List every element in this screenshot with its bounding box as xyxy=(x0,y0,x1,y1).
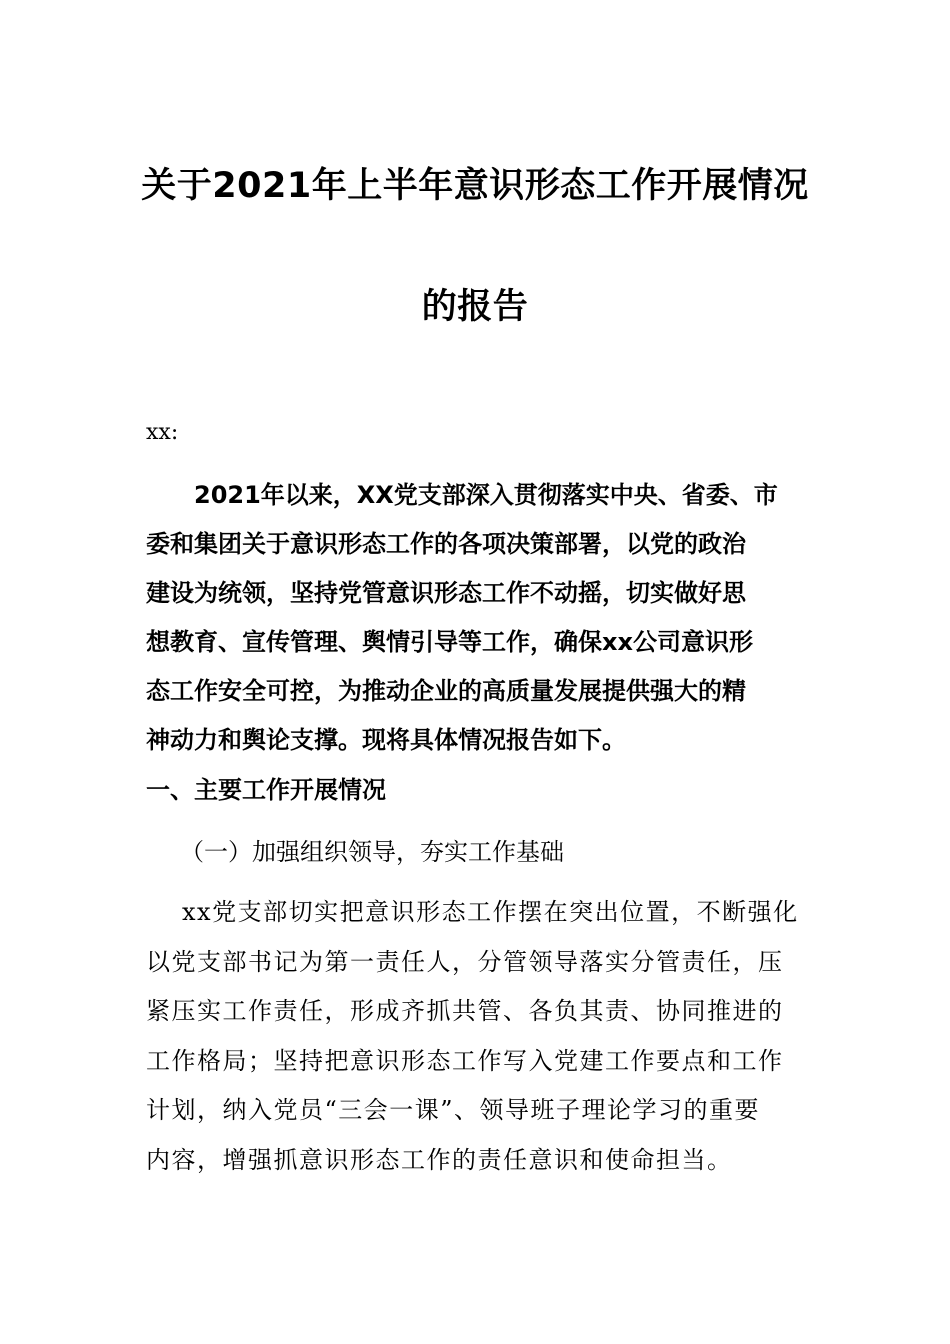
section-heading: 一、主要工作开展情况 xyxy=(146,776,386,804)
subsection-heading: （一）加强组织领导，夯实工作基础 xyxy=(180,838,564,866)
intro-line: 神动力和舆论支撑。现将具体情况报告如下。 xyxy=(146,726,626,754)
body-line: 内容，增强抓意识形态工作的责任意识和使命担当。 xyxy=(146,1145,733,1174)
report-title-line-2: 的报告 xyxy=(421,287,529,327)
intro-paragraph xyxy=(146,471,806,765)
intro-line: 委和集团关于意识形态工作的各项决策部署，以党的政治 xyxy=(146,530,746,558)
intro-line: 2021年以来，XX党支部深入贯彻落实中央、省委、市 xyxy=(194,481,778,509)
body-line: 紧压实工作责任，形成齐抓共管、各负其责、协同推进的 xyxy=(146,997,784,1025)
body-line: xx党支部切实把意识形态工作摆在突出位置，不断强化 xyxy=(182,898,799,926)
intro-line: 想教育、宣传管理、舆情引导等工作，确保xx公司意识形 xyxy=(146,628,753,656)
salutation: xx: xyxy=(146,420,179,445)
intro-line: 建设为统领，坚持党管意识形态工作不动摇，切实做好思 xyxy=(146,579,746,607)
report-title-line-1: 关于2021年上半年意识形态工作开展情况 xyxy=(141,166,809,206)
intro-line: 态工作安全可控，为推动企业的高质量发展提供强大的精 xyxy=(146,677,746,705)
subsection-paragraph xyxy=(146,888,806,1185)
body-line: 以党支部书记为第一责任人，分管领导落实分管责任，压 xyxy=(146,947,784,976)
body-line: 工作格局；坚持把意识形态工作写入党建工作要点和工作 xyxy=(146,1046,784,1075)
body-line: 计划，纳入党员“三会一课”、领导班子理论学习的重要 xyxy=(146,1096,761,1124)
